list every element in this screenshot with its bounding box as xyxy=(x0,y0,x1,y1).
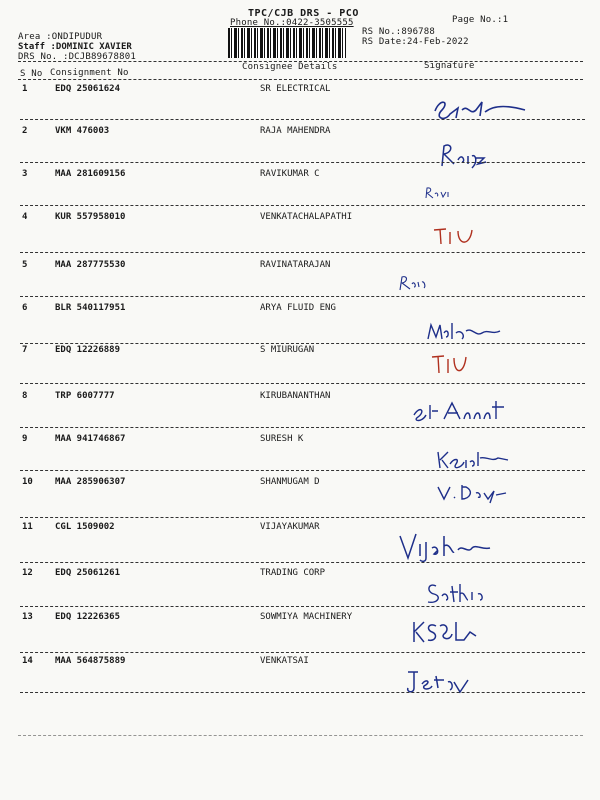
row-consignment: MAA 287775530 xyxy=(55,260,126,270)
staff-label: Staff :DOMINIC XAVIER xyxy=(18,42,132,52)
row-consignment: MAA 564875889 xyxy=(55,656,126,666)
table-row xyxy=(0,345,600,391)
signature-image xyxy=(436,481,566,515)
row-consignee: VENKATACHALAPATHI xyxy=(260,212,353,222)
phone-number: Phone No.:0422-3505555 xyxy=(230,18,354,28)
signature-image xyxy=(410,397,540,431)
row-consignee: S MIURUGAN xyxy=(260,345,315,355)
table-row xyxy=(0,169,600,215)
row-sno: 13 xyxy=(22,612,33,622)
row-sno: 8 xyxy=(22,391,28,401)
row-consignment: EDQ 25061624 xyxy=(55,84,121,94)
footer-divider xyxy=(18,735,583,736)
row-consignment: MAA 941746867 xyxy=(55,434,126,444)
row-consignee: SHANMUGAM D xyxy=(260,477,320,487)
area-label: Area :ONDIPUDUR xyxy=(18,32,103,42)
row-consignment: EDQ 12226889 xyxy=(55,345,121,355)
row-consignee: RAVINATARAJAN xyxy=(260,260,331,270)
row-sno: 6 xyxy=(22,303,28,313)
row-consignment: KUR 557958010 xyxy=(55,212,126,222)
row-divider xyxy=(20,162,585,163)
row-consignee: SR ELECTRICAL xyxy=(260,84,331,94)
row-consignment: MAA 285906307 xyxy=(55,477,126,487)
row-divider xyxy=(20,343,585,344)
row-consignment: BLR 540117951 xyxy=(55,303,126,313)
row-divider xyxy=(20,296,585,297)
row-consignment: EDQ 12226365 xyxy=(55,612,121,622)
row-divider xyxy=(20,652,585,653)
col-consignee: Consignee Details xyxy=(242,62,338,72)
row-sno: 2 xyxy=(22,126,28,136)
table-row xyxy=(0,84,600,130)
table-row xyxy=(0,568,600,614)
row-consignee: SOWMIYA MACHINERY xyxy=(260,612,353,622)
signature-image xyxy=(398,532,528,566)
signature-image xyxy=(404,668,534,702)
document-title: TPC/CJB DRS - PCO xyxy=(248,8,359,19)
row-divider xyxy=(20,692,585,693)
row-sno: 14 xyxy=(22,656,33,666)
row-consignment: CGL 1509002 xyxy=(55,522,115,532)
row-divider xyxy=(20,383,585,384)
row-divider xyxy=(20,562,585,563)
col-signature: Signature xyxy=(424,61,475,71)
row-divider xyxy=(20,205,585,206)
page-number: Page No.:1 xyxy=(452,15,509,25)
table-row xyxy=(0,126,600,172)
row-consignment: EDQ 25061261 xyxy=(55,568,121,578)
table-row xyxy=(0,522,600,568)
row-sno: 3 xyxy=(22,169,28,179)
signature-image xyxy=(432,226,562,260)
columns-divider xyxy=(18,79,583,80)
rs-number: RS No.:896788 xyxy=(362,27,436,37)
col-sno: S No xyxy=(20,69,43,79)
row-consignee: KIRUBANANTHAN xyxy=(260,391,331,401)
row-divider xyxy=(20,470,585,471)
row-consignee: RAJA MAHENDRA xyxy=(260,126,331,136)
row-consignment: TRP 6007777 xyxy=(55,391,115,401)
table-row xyxy=(0,477,600,523)
table-row xyxy=(0,303,600,349)
row-divider xyxy=(20,517,585,518)
row-consignee: VIJAYAKUMAR xyxy=(260,522,320,532)
row-divider xyxy=(20,252,585,253)
table-row xyxy=(0,391,600,437)
table-row xyxy=(0,612,600,658)
signature-image xyxy=(430,96,560,130)
row-sno: 7 xyxy=(22,345,28,355)
signature-image xyxy=(424,580,554,614)
table-row xyxy=(0,260,600,306)
signature-image xyxy=(410,618,540,652)
row-sno: 10 xyxy=(22,477,33,487)
row-sno: 11 xyxy=(22,522,33,532)
signature-image xyxy=(430,353,560,387)
row-divider xyxy=(20,119,585,120)
row-sno: 9 xyxy=(22,434,28,444)
row-sno: 4 xyxy=(22,212,28,222)
row-consignment: MAA 281609156 xyxy=(55,169,126,179)
table-row xyxy=(0,212,600,258)
row-consignee: VENKATSAI xyxy=(260,656,309,666)
drs-number: DRS No. :DCJB89678801 xyxy=(18,52,136,62)
table-row xyxy=(0,656,600,702)
row-sno: 5 xyxy=(22,260,28,270)
row-sno: 1 xyxy=(22,84,28,94)
row-consignee: RAVIKUMAR C xyxy=(260,169,320,179)
barcode xyxy=(228,28,346,58)
row-divider xyxy=(20,427,585,428)
row-consignee: TRADING CORP xyxy=(260,568,326,578)
row-consignee: ARYA FLUID ENG xyxy=(260,303,336,313)
row-consignment: VKM 476003 xyxy=(55,126,110,136)
row-consignee: SURESH K xyxy=(260,434,304,444)
rs-date: RS Date:24-Feb-2022 xyxy=(362,37,469,47)
row-sno: 12 xyxy=(22,568,33,578)
col-consignment: Consignment No xyxy=(50,68,129,78)
table-row xyxy=(0,434,600,480)
row-divider xyxy=(20,606,585,607)
